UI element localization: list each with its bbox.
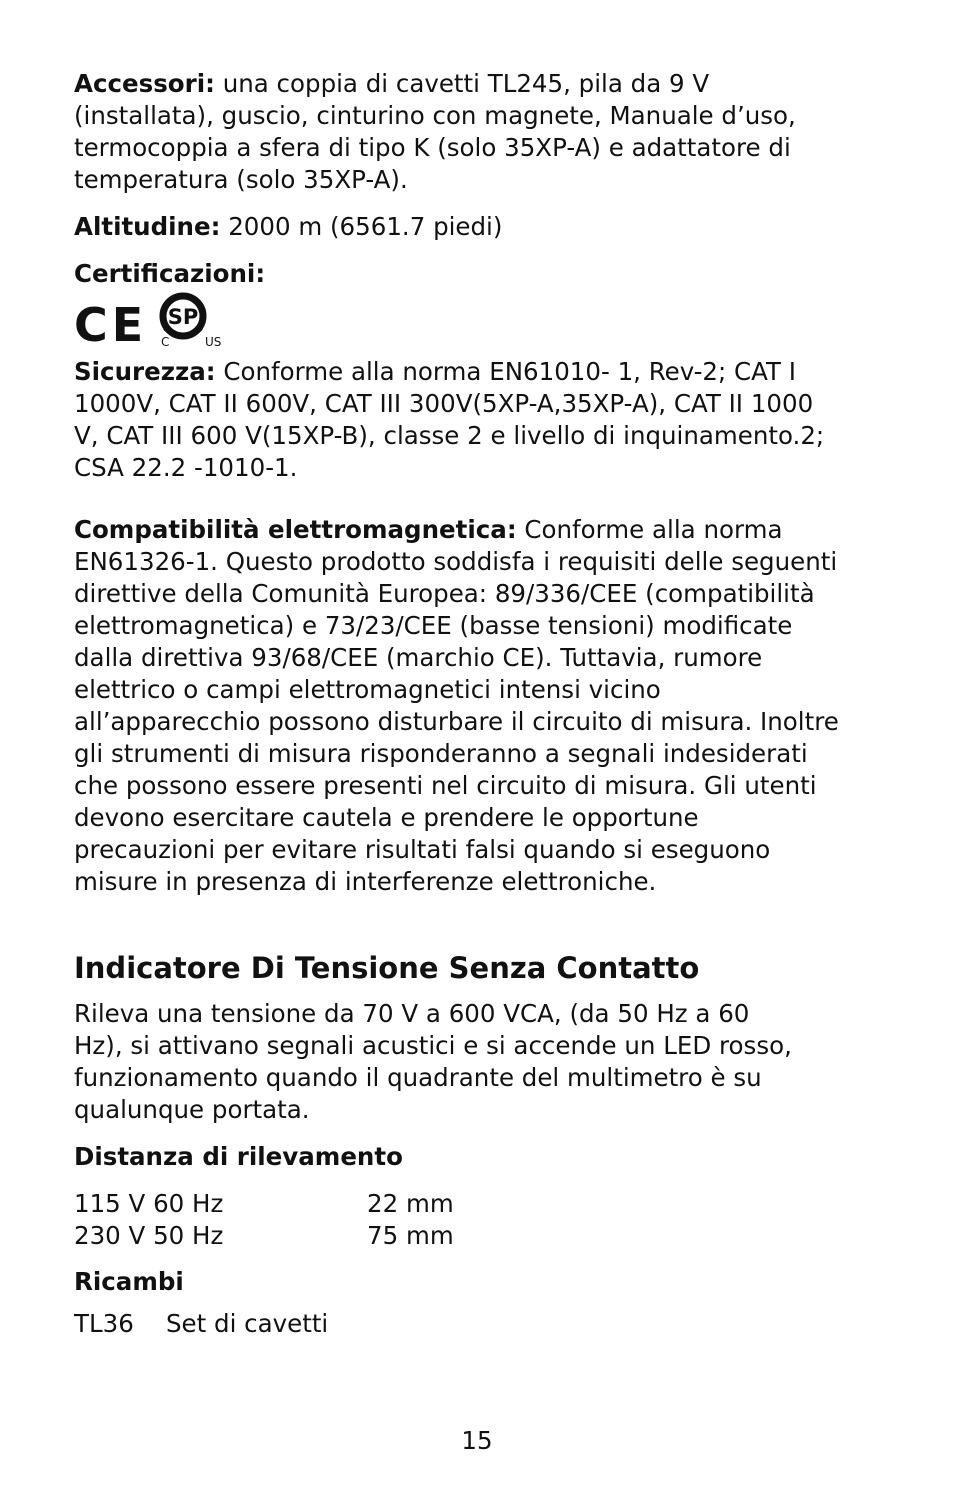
list-item (74, 1308, 844, 1340)
distance-cell: 22 mm (367, 1189, 454, 1218)
certification-logos (74, 292, 844, 352)
part-code: TL36 (74, 1309, 134, 1338)
emc-text: Conforme alla norma EN61326-1. Questo prodotto soddisfa i requisiti delle seguenti direttive della Comunità Europea: 89/336/CEE (compatibilità elettromagnetica) e 73/23/CEE (basse tensioni) modificate dalla direttiva 93/68/CEE (marchio CE). Tuttavia, rumore elettrico o campi elettromagnetici intensi vicino all’apparecchio possono disturbare il circuito di misura. Inoltre gli strumenti di misura risponderanno a segnali indesiderati che possono essere presenti nel circuito di misura. Gli utenti devono esercitare cautela e prendere le opportune precauzioni per evitare risultati falsi quando si eseguono misure in presenza di interferenze elettroniche. (74, 515, 839, 896)
accessories-label: Accessori: (74, 69, 215, 98)
accessories-text: una coppia di cavetti TL245, pila da 9 V (installata), guscio, cinturino con magnete, Manuale d’uso, termocoppia a sfera di tipo K (solo 35XP-A) e adattatore di temperatura (solo 35XP-A). (74, 69, 796, 194)
section-intro: Rileva una tensione da 70 V a 600 VCA, (da 50 Hz a 60 Hz), si attivano segnali acustici e si accende un LED rosso, funzionamento quando il quadrante del multimetro è su qualunque portata. (74, 999, 792, 1124)
replacement-parts-label (74, 1266, 844, 1298)
csa-us-label: US (205, 335, 222, 348)
section-heading: Indicatore Di Tensione Senza Contatto (74, 951, 700, 985)
csa-c-label: C (161, 335, 170, 348)
safety-paragraph (74, 356, 834, 484)
altitude-text: 2000 m (6561.7 piedi) (220, 212, 503, 241)
altitude-paragraph (74, 211, 844, 243)
csa-mark-logo (153, 292, 229, 348)
accessories-paragraph (74, 68, 844, 196)
altitude-label: Altitudine: (74, 212, 221, 241)
emc-paragraph (74, 514, 839, 898)
table-row (74, 1220, 844, 1252)
distance-label (74, 1141, 844, 1173)
signal-cell: 115 V 60 Hz (74, 1189, 224, 1218)
table-row (74, 1188, 844, 1220)
signal-cell: 230 V 50 Hz (74, 1221, 224, 1250)
replacement-parts-label-text: Ricambi (74, 1267, 184, 1296)
safety-label: Sicurezza: (74, 357, 216, 386)
csa-mark-letters: SP (167, 305, 199, 329)
distance-label-text: Distanza di rilevamento (74, 1142, 403, 1171)
certifications-label-text: Certificazioni: (74, 259, 266, 288)
distance-cell: 75 mm (367, 1221, 454, 1250)
page-number: 15 (461, 1426, 493, 1455)
spacer (74, 484, 844, 514)
certifications-label (74, 258, 844, 290)
emc-label: Compatibilità elettromagnetica: (74, 515, 517, 544)
safety-text: Conforme alla norma EN61010- 1, Rev-2; CAT I 1000V, CAT II 600V, CAT III 300V(5XP-A,35XP-A), CAT II 1000 V, CAT III 600 V(15XP-B), classe 2 e livello di inquinamento.2; CSA 22.2 -1010-1. (74, 357, 825, 482)
part-description: Set di cavetti (166, 1309, 329, 1338)
distance-table (74, 1188, 844, 1252)
ce-mark-logo: CE (74, 298, 148, 352)
